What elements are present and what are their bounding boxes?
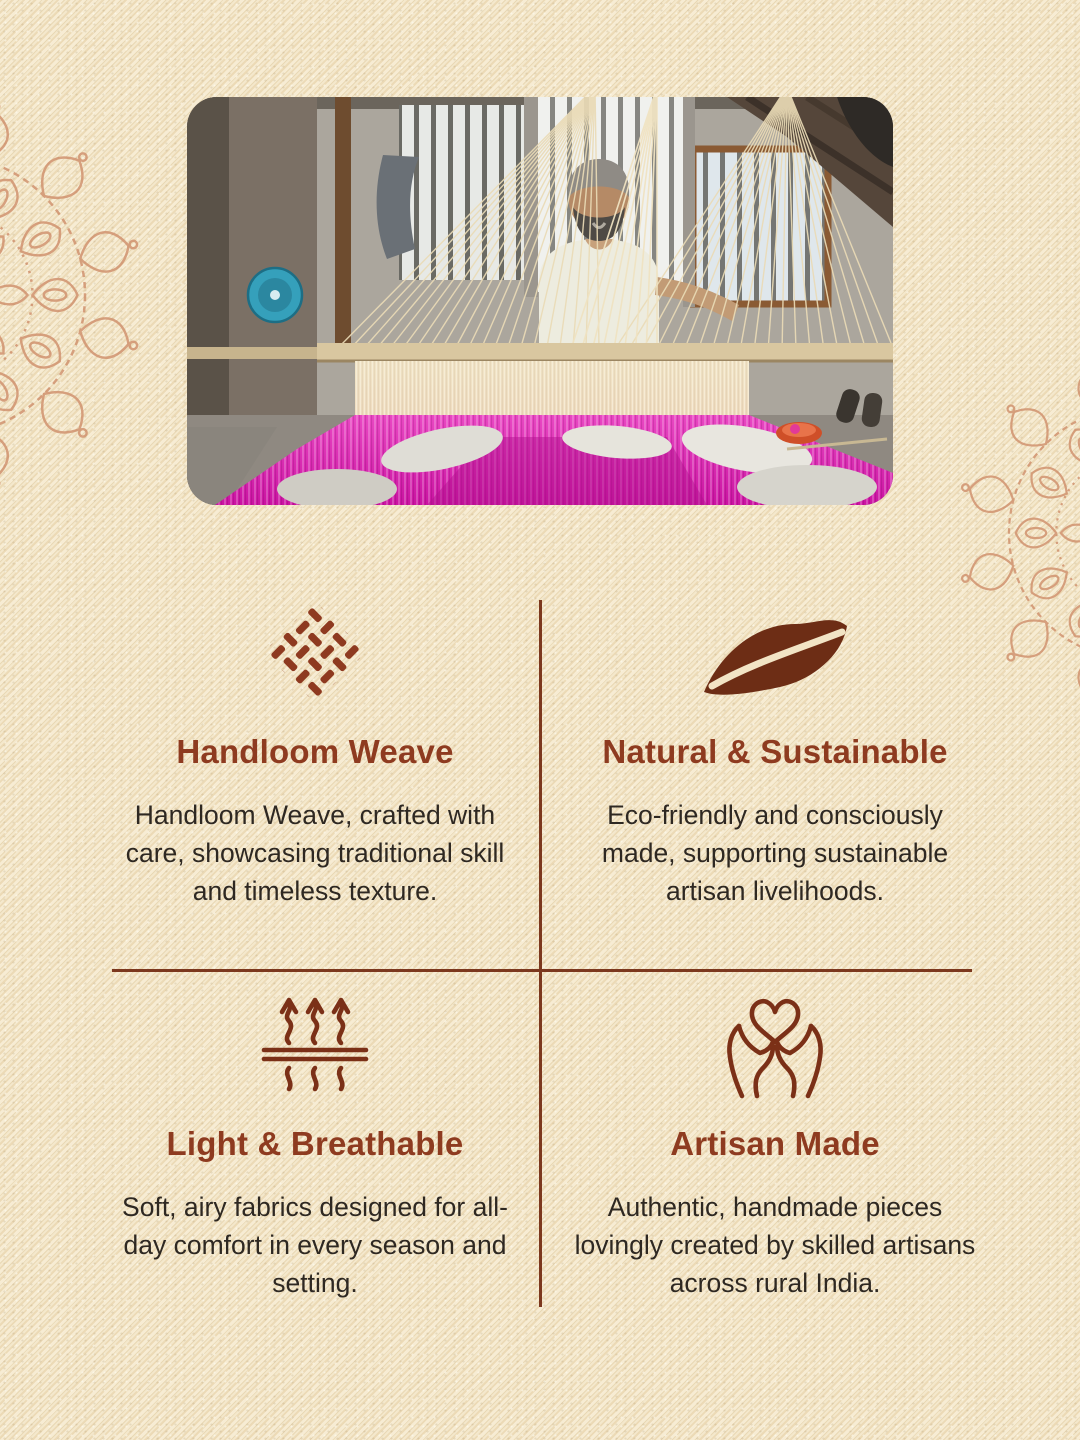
feature-description: Authentic, handmade pieces lovingly created by skilled artisans across rural India. <box>574 1192 976 1298</box>
horizontal-divider <box>112 969 972 972</box>
feature-handloom-weave <box>90 598 540 910</box>
feature-description: Eco-friendly and consciously made, supporting sustainable artisan livelihoods. <box>601 800 949 906</box>
feature-light-breathable <box>90 990 540 1302</box>
feature-title: Handloom Weave <box>176 733 454 770</box>
weave-icon <box>90 598 540 706</box>
feature-title: Light & Breathable <box>166 1125 464 1162</box>
feature-title: Natural & Sustainable <box>602 733 948 770</box>
feature-description: Handloom Weave, crafted with care, showcasing traditional skill and timeless texture. <box>125 800 505 906</box>
breathable-icon <box>90 990 540 1098</box>
leaf-icon <box>545 598 1005 706</box>
weaver-at-handloom-photo <box>187 97 893 505</box>
feature-natural-sustainable <box>545 598 1005 910</box>
hands-heart-icon <box>545 990 1005 1098</box>
feature-description: Soft, airy fabrics designed for all-day comfort in every season and setting. <box>122 1192 508 1298</box>
mandala-ornament-left <box>0 95 145 495</box>
feature-title: Artisan Made <box>670 1125 880 1162</box>
feature-artisan-made <box>545 990 1005 1302</box>
